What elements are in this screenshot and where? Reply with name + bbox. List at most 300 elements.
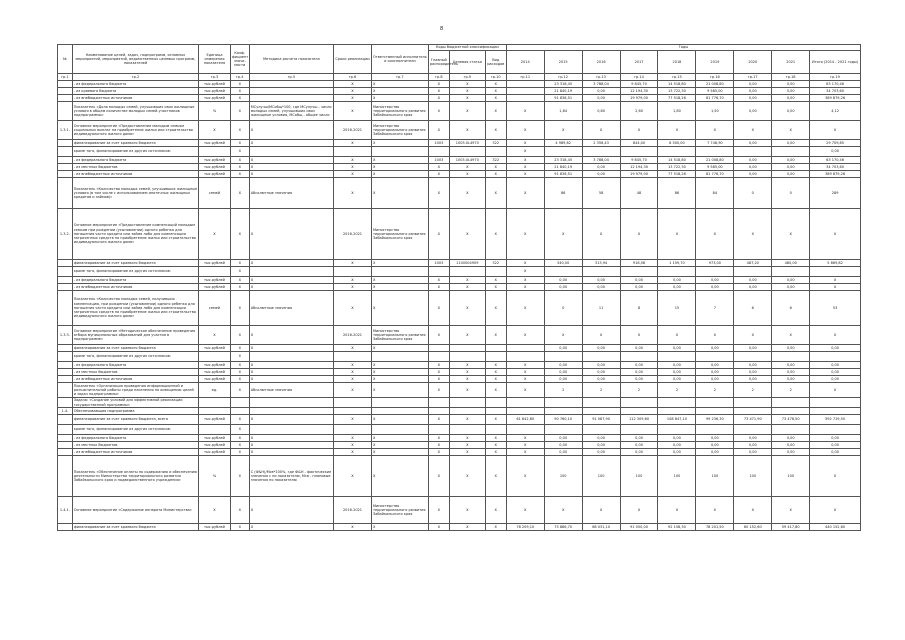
row-name-cell: - из федерального бюджета [72, 157, 198, 164]
header-cell: Методика расчета показателя [249, 45, 333, 74]
table-cell: 0,00 [772, 369, 810, 376]
row-number-cell [58, 81, 73, 88]
table-cell: 11 [582, 291, 620, 326]
table-cell: X [485, 376, 506, 383]
table-cell: 6 [734, 291, 772, 326]
table-cell: X [230, 267, 249, 277]
table-cell: 0,00 [734, 171, 772, 178]
row-name-cell: - из внебюджетных источников [72, 171, 198, 178]
table-cell: 2 [582, 383, 620, 398]
table-cell: 0,00 [544, 449, 582, 456]
table-cell: X [696, 497, 734, 524]
table-cell: X [485, 81, 506, 88]
table-cell [371, 425, 428, 435]
table-cell: 0,00 [658, 449, 696, 456]
row-name-cell: - из федерального бюджета [72, 362, 198, 369]
table-cell: 0 [734, 178, 772, 209]
table-cell: X [449, 164, 485, 171]
table-cell: 0,00 [582, 284, 620, 291]
table-cell: X [449, 326, 485, 345]
table-cell: X [772, 121, 810, 140]
table-row [58, 95, 861, 102]
table-cell: 0,00 [772, 95, 810, 102]
table-cell: 480,00 [772, 260, 810, 267]
table-cell: 0,00 [658, 284, 696, 291]
table-cell [810, 425, 861, 435]
table-cell [334, 147, 372, 157]
table-cell: X [506, 291, 544, 326]
row-number-cell [58, 524, 73, 531]
table-cell: X [230, 376, 249, 383]
table-cell [772, 398, 810, 408]
table-cell: X [485, 326, 506, 345]
table-cell: X [334, 383, 372, 398]
row-number-cell [58, 277, 73, 284]
table-cell: 0,00 [544, 435, 582, 442]
table-cell [506, 352, 544, 362]
table-cell: 0,00 [544, 277, 582, 284]
row-number-cell [58, 164, 73, 171]
table-cell [428, 345, 449, 352]
table-cell: X [334, 435, 372, 442]
table-cell: 0,00 [772, 442, 810, 449]
table-cell: X [485, 171, 506, 178]
table-cell [449, 352, 485, 362]
table-cell: 0,00 [658, 369, 696, 376]
row-name-cell: Задача: «Создание условий для эффективной реализации государственной программы» [72, 398, 198, 408]
table-cell [199, 267, 231, 277]
table-cell: 844,00 [620, 140, 658, 147]
table-cell: X [810, 456, 861, 497]
row-number-cell [58, 442, 73, 449]
table-cell: 0,00 [810, 345, 861, 352]
table-cell [334, 398, 372, 408]
table-cell [506, 408, 544, 415]
table-cell: 0,00 [734, 277, 772, 284]
table-cell [772, 267, 810, 277]
table-cell: 8 500,00 [658, 140, 696, 147]
table-cell: X [428, 164, 449, 171]
table-cell: X [371, 345, 428, 352]
table-cell: 0,00 [582, 95, 620, 102]
column-index-cell: гр.11 [506, 74, 544, 81]
table-cell [734, 398, 772, 408]
table-cell: X [810, 383, 861, 398]
table-row [58, 260, 861, 267]
table-cell: 0,00 [582, 171, 620, 178]
table-cell: X [485, 383, 506, 398]
table-cell: 0,00 [772, 102, 810, 121]
table-row [58, 415, 861, 425]
row-name-cell: кроме того, финансирование из других источников: [72, 267, 198, 277]
table-cell [199, 147, 231, 157]
table-cell: 77 518,26 [658, 171, 696, 178]
table-cell: 100 [696, 456, 734, 497]
table-cell: 63 170,46 [810, 81, 861, 88]
column-index-cell: гр.15 [658, 74, 696, 81]
table-cell: X [428, 497, 449, 524]
table-cell: X [810, 277, 861, 284]
table-cell: тыс.рублей [199, 95, 231, 102]
table-cell: X [428, 383, 449, 398]
table-cell: Министерство территориального развития Забайкальского края [371, 326, 428, 345]
table-cell: 0,00 [734, 95, 772, 102]
table-cell: 0,00 [810, 362, 861, 369]
table-row [58, 383, 861, 398]
table-cell: X [506, 326, 544, 345]
table-cell: Абсолютные значения [249, 383, 333, 398]
table-cell [582, 408, 620, 415]
table-cell: 1003 [428, 260, 449, 267]
table-cell: X [506, 376, 544, 383]
column-index-cell: гр.14 [620, 74, 658, 81]
row-number-cell [58, 147, 73, 157]
table-cell: 289 [810, 178, 861, 209]
table-cell: 440 152,60 [810, 524, 861, 531]
table-cell: X [734, 326, 772, 345]
year-header: 2020 [734, 51, 772, 74]
row-number-cell [58, 362, 73, 369]
table-cell [696, 147, 734, 157]
table-cell: Министерство территориального развития Забайкальского края [371, 121, 428, 140]
table-cell: 0,00 [810, 449, 861, 456]
table-cell: X [485, 277, 506, 284]
table-cell: X [582, 497, 620, 524]
table-cell: X [428, 284, 449, 291]
table-cell: X [544, 209, 582, 260]
table-cell [620, 425, 658, 435]
table-cell: Министерство территориального развития Забайкальского края [371, 497, 428, 524]
table-cell: X [428, 102, 449, 121]
table-cell: 0,00 [696, 284, 734, 291]
table-cell [734, 425, 772, 435]
table-cell: X [334, 524, 372, 531]
table-cell: 112 309,60 [620, 415, 658, 425]
table-cell: X [449, 376, 485, 383]
table-cell: 0,00 [658, 435, 696, 442]
table-cell: X [449, 88, 485, 95]
table-cell [334, 408, 372, 415]
table-cell: X [230, 157, 249, 164]
table-cell: 0,00 [582, 345, 620, 352]
table-cell: X [428, 456, 449, 497]
table-cell: X [249, 171, 333, 178]
table-cell: 2016-2021 [334, 326, 372, 345]
row-name-cell: Основное мероприятие «Содержание аппарата Министерства» [72, 497, 198, 524]
table-cell: 487,20 [734, 260, 772, 267]
table-cell: X [334, 291, 372, 326]
table-cell: 0,00 [810, 369, 861, 376]
table-cell: X [506, 369, 544, 376]
table-cell: 0 [544, 291, 582, 326]
table-cell [658, 398, 696, 408]
table-cell: 0,00 [658, 345, 696, 352]
table-cell: 1003 [428, 140, 449, 147]
table-cell: тыс.рублей [199, 369, 231, 376]
table-cell: X [485, 209, 506, 260]
header-cell: № [58, 45, 73, 74]
table-cell: X [485, 449, 506, 456]
table-cell [428, 352, 449, 362]
table-cell: тыс.рублей [199, 88, 231, 95]
program-table [57, 44, 861, 531]
table-cell: 0,80 [582, 102, 620, 121]
table-cell: X [249, 497, 333, 524]
table-cell [449, 147, 485, 157]
table-cell: 0,00 [582, 442, 620, 449]
table-cell: С (Ф&Н)/Мсв*100%, где Ф&Н - фактические значения с по показателю, Мсв - плановые значения по показателю [249, 456, 333, 497]
table-cell [582, 267, 620, 277]
table-cell: 81 776,70 [696, 95, 734, 102]
row-name-cell: - из внебюджетных источников [72, 376, 198, 383]
table-cell: X [506, 260, 544, 267]
table-cell: 0,00 [696, 362, 734, 369]
table-cell: 86 [544, 178, 582, 209]
table-cell [485, 398, 506, 408]
table-cell: 0,00 [734, 157, 772, 164]
table-cell: X [810, 497, 861, 524]
table-cell: X [334, 369, 372, 376]
table-cell [544, 267, 582, 277]
table-cell [620, 267, 658, 277]
column-index-cell: гр.5 [249, 74, 333, 81]
table-cell: X [428, 326, 449, 345]
table-cell: X [772, 497, 810, 524]
table-cell: X [506, 178, 544, 209]
table-cell [544, 352, 582, 362]
table-cell: 91 050,00 [620, 524, 658, 531]
table-cell: X [449, 178, 485, 209]
table-row [58, 456, 861, 497]
table-cell: X [449, 95, 485, 102]
table-cell: 0,00 [734, 369, 772, 376]
table-cell: 0,00 [734, 345, 772, 352]
table-cell: 0,00 [582, 376, 620, 383]
table-cell: X [334, 140, 372, 147]
page-number: 8 [440, 26, 444, 32]
table-cell: X [449, 121, 485, 140]
table-cell: X [249, 164, 333, 171]
table-cell: X [249, 277, 333, 284]
table-cell: тыс.рублей [199, 171, 231, 178]
table-cell: 0,00 [734, 449, 772, 456]
table-cell [449, 267, 485, 277]
table-cell: X [428, 362, 449, 369]
table-cell: X [334, 277, 372, 284]
table-cell: X [334, 102, 372, 121]
table-cell [485, 425, 506, 435]
table-cell: X [428, 369, 449, 376]
table-cell: X [371, 81, 428, 88]
row-number-cell [58, 102, 73, 121]
table-cell: X [428, 524, 449, 531]
table-cell: 0,00 [772, 435, 810, 442]
table-cell: X [199, 497, 231, 524]
table-cell: X [485, 95, 506, 102]
table-cell: X [506, 442, 544, 449]
table-cell: X [506, 435, 544, 442]
table-cell: 0,00 [772, 164, 810, 171]
row-number-cell: 1.3.3. [58, 326, 73, 345]
table-cell: 91 836,51 [544, 95, 582, 102]
row-number-cell [58, 260, 73, 267]
table-cell: X [449, 277, 485, 284]
table-header [58, 45, 861, 81]
row-name-cell: кроме того, финансирование из других источников: [72, 147, 198, 157]
table-cell [249, 408, 333, 415]
table-cell: 9 585,00 [696, 88, 734, 95]
table-cell: X [249, 369, 333, 376]
table-cell: X [428, 171, 449, 178]
table-cell: 0,00 [544, 362, 582, 369]
table-cell [544, 398, 582, 408]
table-cell: тыс.рублей [199, 260, 231, 267]
table-cell: X [230, 345, 249, 352]
table-cell: X [428, 376, 449, 383]
year-header: 2019 [696, 51, 734, 74]
row-number-cell [58, 284, 73, 291]
row-number-cell [58, 95, 73, 102]
table-cell: 108 847,10 [658, 415, 696, 425]
table-cell: X [230, 95, 249, 102]
column-index-cell: гр.7 [371, 74, 428, 81]
table-cell [734, 147, 772, 157]
table-cell: X [734, 209, 772, 260]
column-index-cell: гр.12 [544, 74, 582, 81]
row-name-cell: - из местных бюджетов [72, 164, 198, 171]
column-index-cell: гр.8 [428, 74, 449, 81]
table-cell: 81 776,70 [696, 171, 734, 178]
table-cell [506, 95, 544, 102]
row-number-cell [58, 291, 73, 326]
header-cell: Коэф-фициент значи-мости [230, 45, 249, 74]
table-cell: 2 [696, 383, 734, 398]
table-cell [449, 398, 485, 408]
table-cell: 78 201,50 [696, 524, 734, 531]
table-cell: X [658, 209, 696, 260]
table-cell [428, 147, 449, 157]
table-cell [199, 425, 231, 435]
table-cell: тыс.рублей [199, 164, 231, 171]
table-cell [428, 267, 449, 277]
table-cell: 63 170,46 [810, 157, 861, 164]
table-cell [449, 425, 485, 435]
row-name-cell: финансирование за счет краевого бюджета [72, 260, 198, 267]
table-cell: 1,84 [544, 102, 582, 121]
table-cell: X [485, 164, 506, 171]
table-row [58, 291, 861, 326]
table-cell: X [449, 497, 485, 524]
table-cell [734, 408, 772, 415]
row-number-cell [58, 456, 73, 497]
table-cell: Абсолютные значения [249, 291, 333, 326]
table-cell: 100 [772, 456, 810, 497]
table-cell: X [230, 81, 249, 88]
table-cell: X [428, 95, 449, 102]
table-cell: X [734, 121, 772, 140]
table-cell: 0,00 [696, 345, 734, 352]
header-cell: Вид расходов [485, 51, 506, 74]
table-cell: 0,00 [658, 376, 696, 383]
table-cell: 7 748,90 [696, 140, 734, 147]
table-cell: X [371, 171, 428, 178]
table-cell: 322 [485, 157, 506, 164]
table-cell: X [249, 121, 333, 140]
table-cell: X [371, 95, 428, 102]
table-cell: X [249, 345, 333, 352]
table-cell: 91 836,51 [544, 171, 582, 178]
table-cell: X [230, 178, 249, 209]
table-cell: X [249, 415, 333, 425]
table-cell: X [506, 383, 544, 398]
table-cell: X [428, 121, 449, 140]
table-cell: X [449, 383, 485, 398]
table-cell: тыс.рублей [199, 362, 231, 369]
table-cell: X [506, 277, 544, 284]
table-cell: X [428, 277, 449, 284]
row-name-cell: Показатель «Организация проведения информационной и разъяснительной работы среди населения по освещению целей и задач подпрограммы» [72, 383, 198, 398]
table-cell: X [230, 497, 249, 524]
table-cell: 14 518,80 [658, 157, 696, 164]
table-cell: X [810, 209, 861, 260]
table-cell: X [428, 415, 449, 425]
table-cell [582, 147, 620, 157]
table-cell [734, 352, 772, 362]
table-cell: X [371, 157, 428, 164]
table-cell: X [485, 415, 506, 425]
row-name-cell: финансирование за счет краевого бюджета, всего [72, 415, 198, 425]
table-cell: 1003.0L4970 [449, 140, 485, 147]
table-cell: 19 979,00 [620, 95, 658, 102]
table-cell: 0,00 [620, 369, 658, 376]
table-cell: X [249, 140, 333, 147]
table-cell: X [506, 267, 544, 277]
table-cell [658, 267, 696, 277]
table-cell [371, 352, 428, 362]
table-cell: тыс.рублей [199, 81, 231, 88]
table-cell: X [582, 326, 620, 345]
table-cell [334, 425, 372, 435]
table-cell: 0,00 [620, 284, 658, 291]
table-cell: X [334, 178, 372, 209]
table-cell: 5 869,82 [810, 260, 861, 267]
table-cell: 0,00 [734, 284, 772, 291]
table-cell: X [428, 442, 449, 449]
table-cell: X [334, 345, 372, 352]
table-cell: X [506, 449, 544, 456]
table-cell: 77 518,26 [658, 95, 696, 102]
table-cell: 0,00 [772, 345, 810, 352]
table-cell: 0,00 [810, 435, 861, 442]
table-cell: тыс.рублей [199, 435, 231, 442]
row-name-cell: финансирование за счет краевого бюджета [72, 345, 198, 352]
table-cell: 0,00 [696, 435, 734, 442]
table-row [58, 376, 861, 383]
table-cell [620, 408, 658, 415]
table-cell: X [371, 164, 428, 171]
table-cell: X [230, 209, 249, 260]
table-cell: X [449, 284, 485, 291]
table-cell: тыс.рублей [199, 449, 231, 456]
table-cell: 0,00 [734, 164, 772, 171]
table-cell: 340,00 [544, 260, 582, 267]
table-cell: X [334, 88, 372, 95]
table-cell: X [230, 147, 249, 157]
column-index-cell: гр.13 [582, 74, 620, 81]
table-row [58, 277, 861, 284]
row-number-cell: 1.4.1. [58, 497, 73, 524]
table-row [58, 524, 861, 531]
